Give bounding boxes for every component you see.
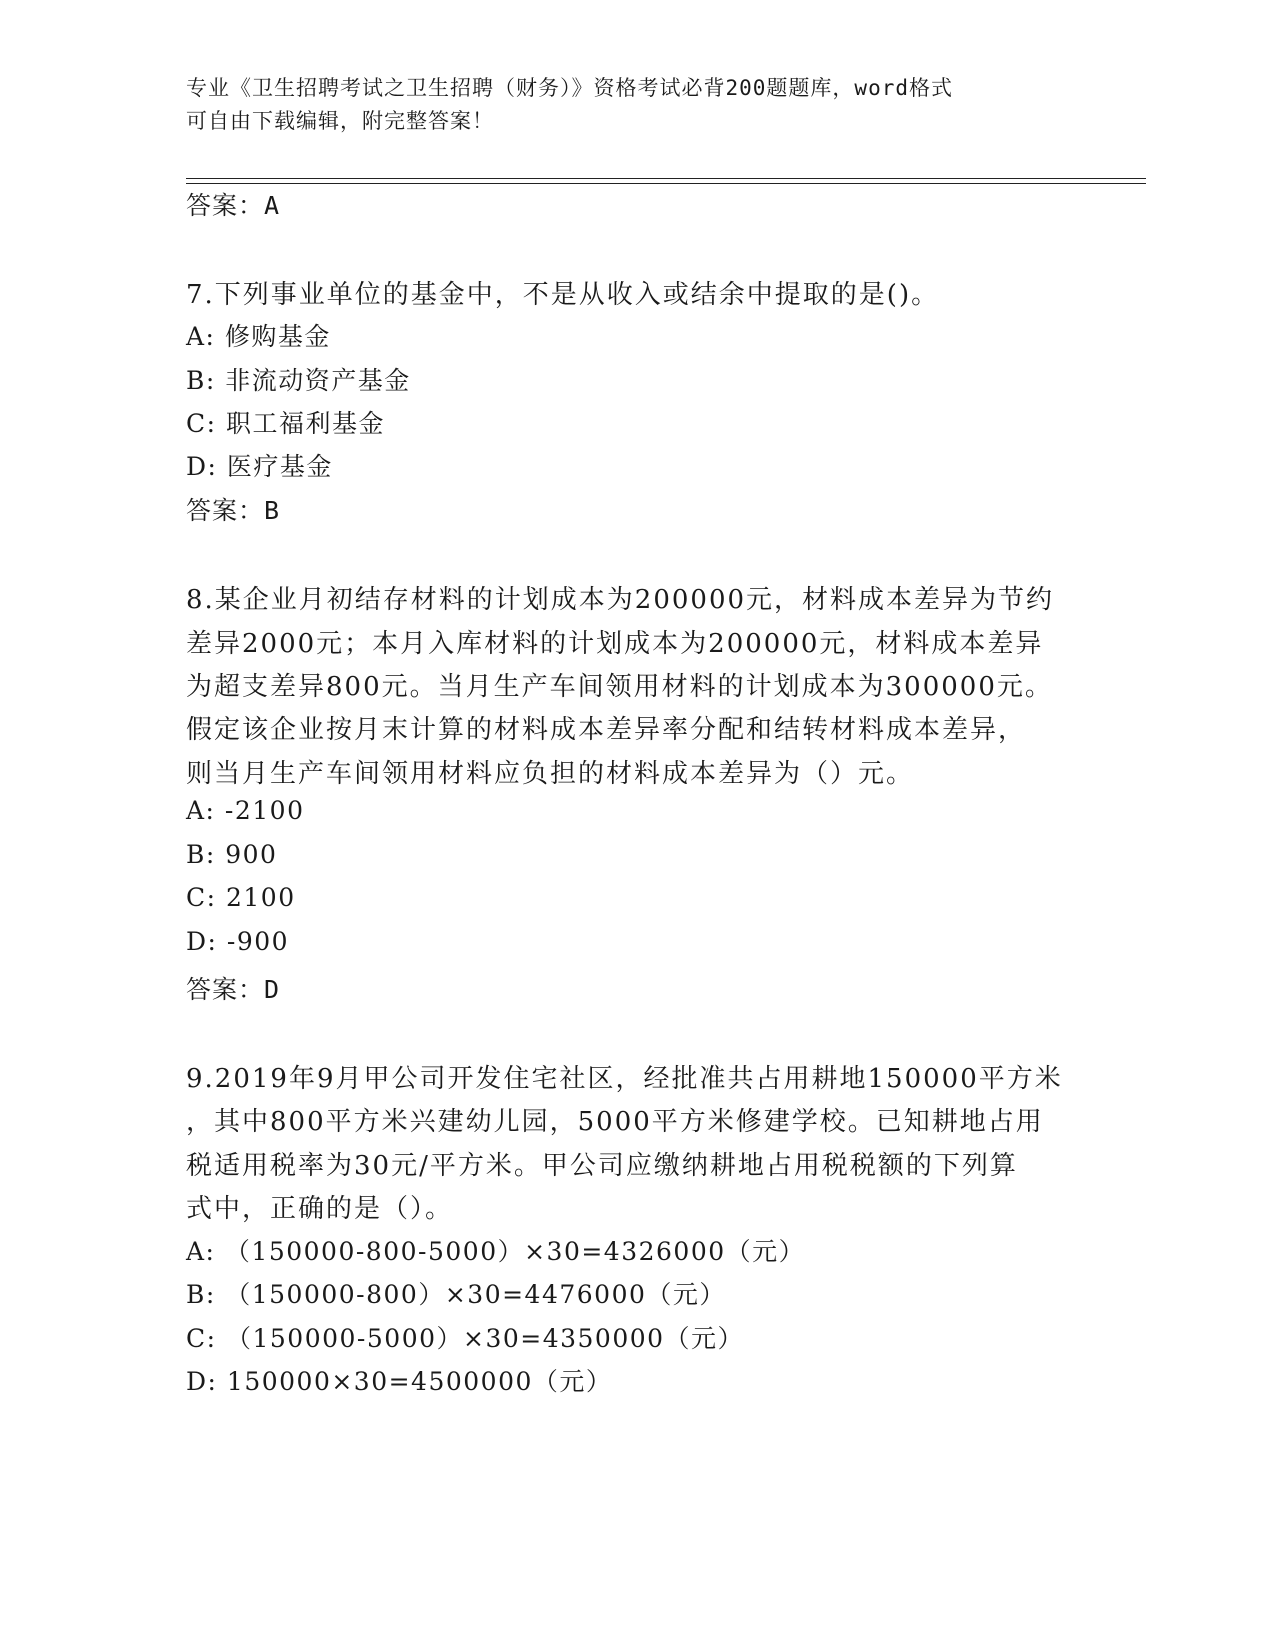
q7-answer: 答案：B (186, 496, 281, 525)
q7-stem: 7.下列事业单位的基金中，不是从收入或结余中提取的是()。 (186, 280, 940, 310)
previous-answer: 答案：A (186, 191, 281, 220)
q8-stem-line-4: 假定该企业按月末计算的材料成本差异率分配和结转材料成本差异， (186, 715, 1027, 745)
q8-option-a: A: -2100 (186, 796, 305, 825)
q7-option-d: D: 医疗基金 (186, 452, 333, 481)
q8-stem-line-5: 则当月生产车间领用材料应负担的材料成本差异为（）元。 (186, 759, 915, 789)
q8-option-d: D: -900 (186, 927, 290, 956)
q9-stem-line-3: 税适用税率为30元/平方米。甲公司应缴纳耕地占用税税额的下列算 (186, 1151, 1018, 1181)
q7-option-a: A: 修购基金 (186, 322, 331, 351)
q9-stem-line-4: 式中，正确的是（）。 (186, 1194, 454, 1224)
q9-stem-line-1: 9.2019年9月甲公司开发住宅社区，经批准共占用耕地150000平方米 (186, 1064, 1063, 1094)
header-divider-bottom (186, 183, 1146, 184)
q8-option-c: C: 2100 (186, 883, 296, 912)
header-line-1: 专业《卫生招聘考试之卫生招聘（财务）》资格考试必背200题题库，word格式 (186, 76, 953, 100)
q9-option-a: A: （150000-800-5000）×30=4326000（元） (186, 1237, 806, 1266)
q9-option-b: B: （150000-800）×30=4476000（元） (186, 1280, 726, 1309)
document-header (186, 72, 1066, 138)
header-divider-top (186, 178, 1146, 179)
q8-option-b: B: 900 (186, 840, 278, 869)
q8-stem-line-2: 差异2000元；本月入库材料的计划成本为200000元，材料成本差异 (186, 629, 1044, 659)
q9-option-d: D: 150000×30=4500000（元） (186, 1367, 613, 1396)
q9-stem-line-2: ，其中800平方米兴建幼儿园，5000平方米修建学校。已知耕地占用 (186, 1107, 1044, 1137)
q8-answer: 答案：D (186, 975, 281, 1004)
q9-option-c: C: （150000-5000）×30=4350000（元） (186, 1324, 745, 1353)
q8-stem-line-1: 8.某企业月初结存材料的计划成本为200000元，材料成本差异为节约 (186, 585, 1055, 615)
header-line-2: 可自由下载编辑，附完整答案！ (186, 109, 494, 133)
q7-option-b: B: 非流动资产基金 (186, 366, 411, 395)
q7-option-c: C: 职工福利基金 (186, 409, 385, 438)
q8-stem-line-3: 为超支差异800元。当月生产车间领用材料的计划成本为300000元。 (186, 672, 1053, 702)
